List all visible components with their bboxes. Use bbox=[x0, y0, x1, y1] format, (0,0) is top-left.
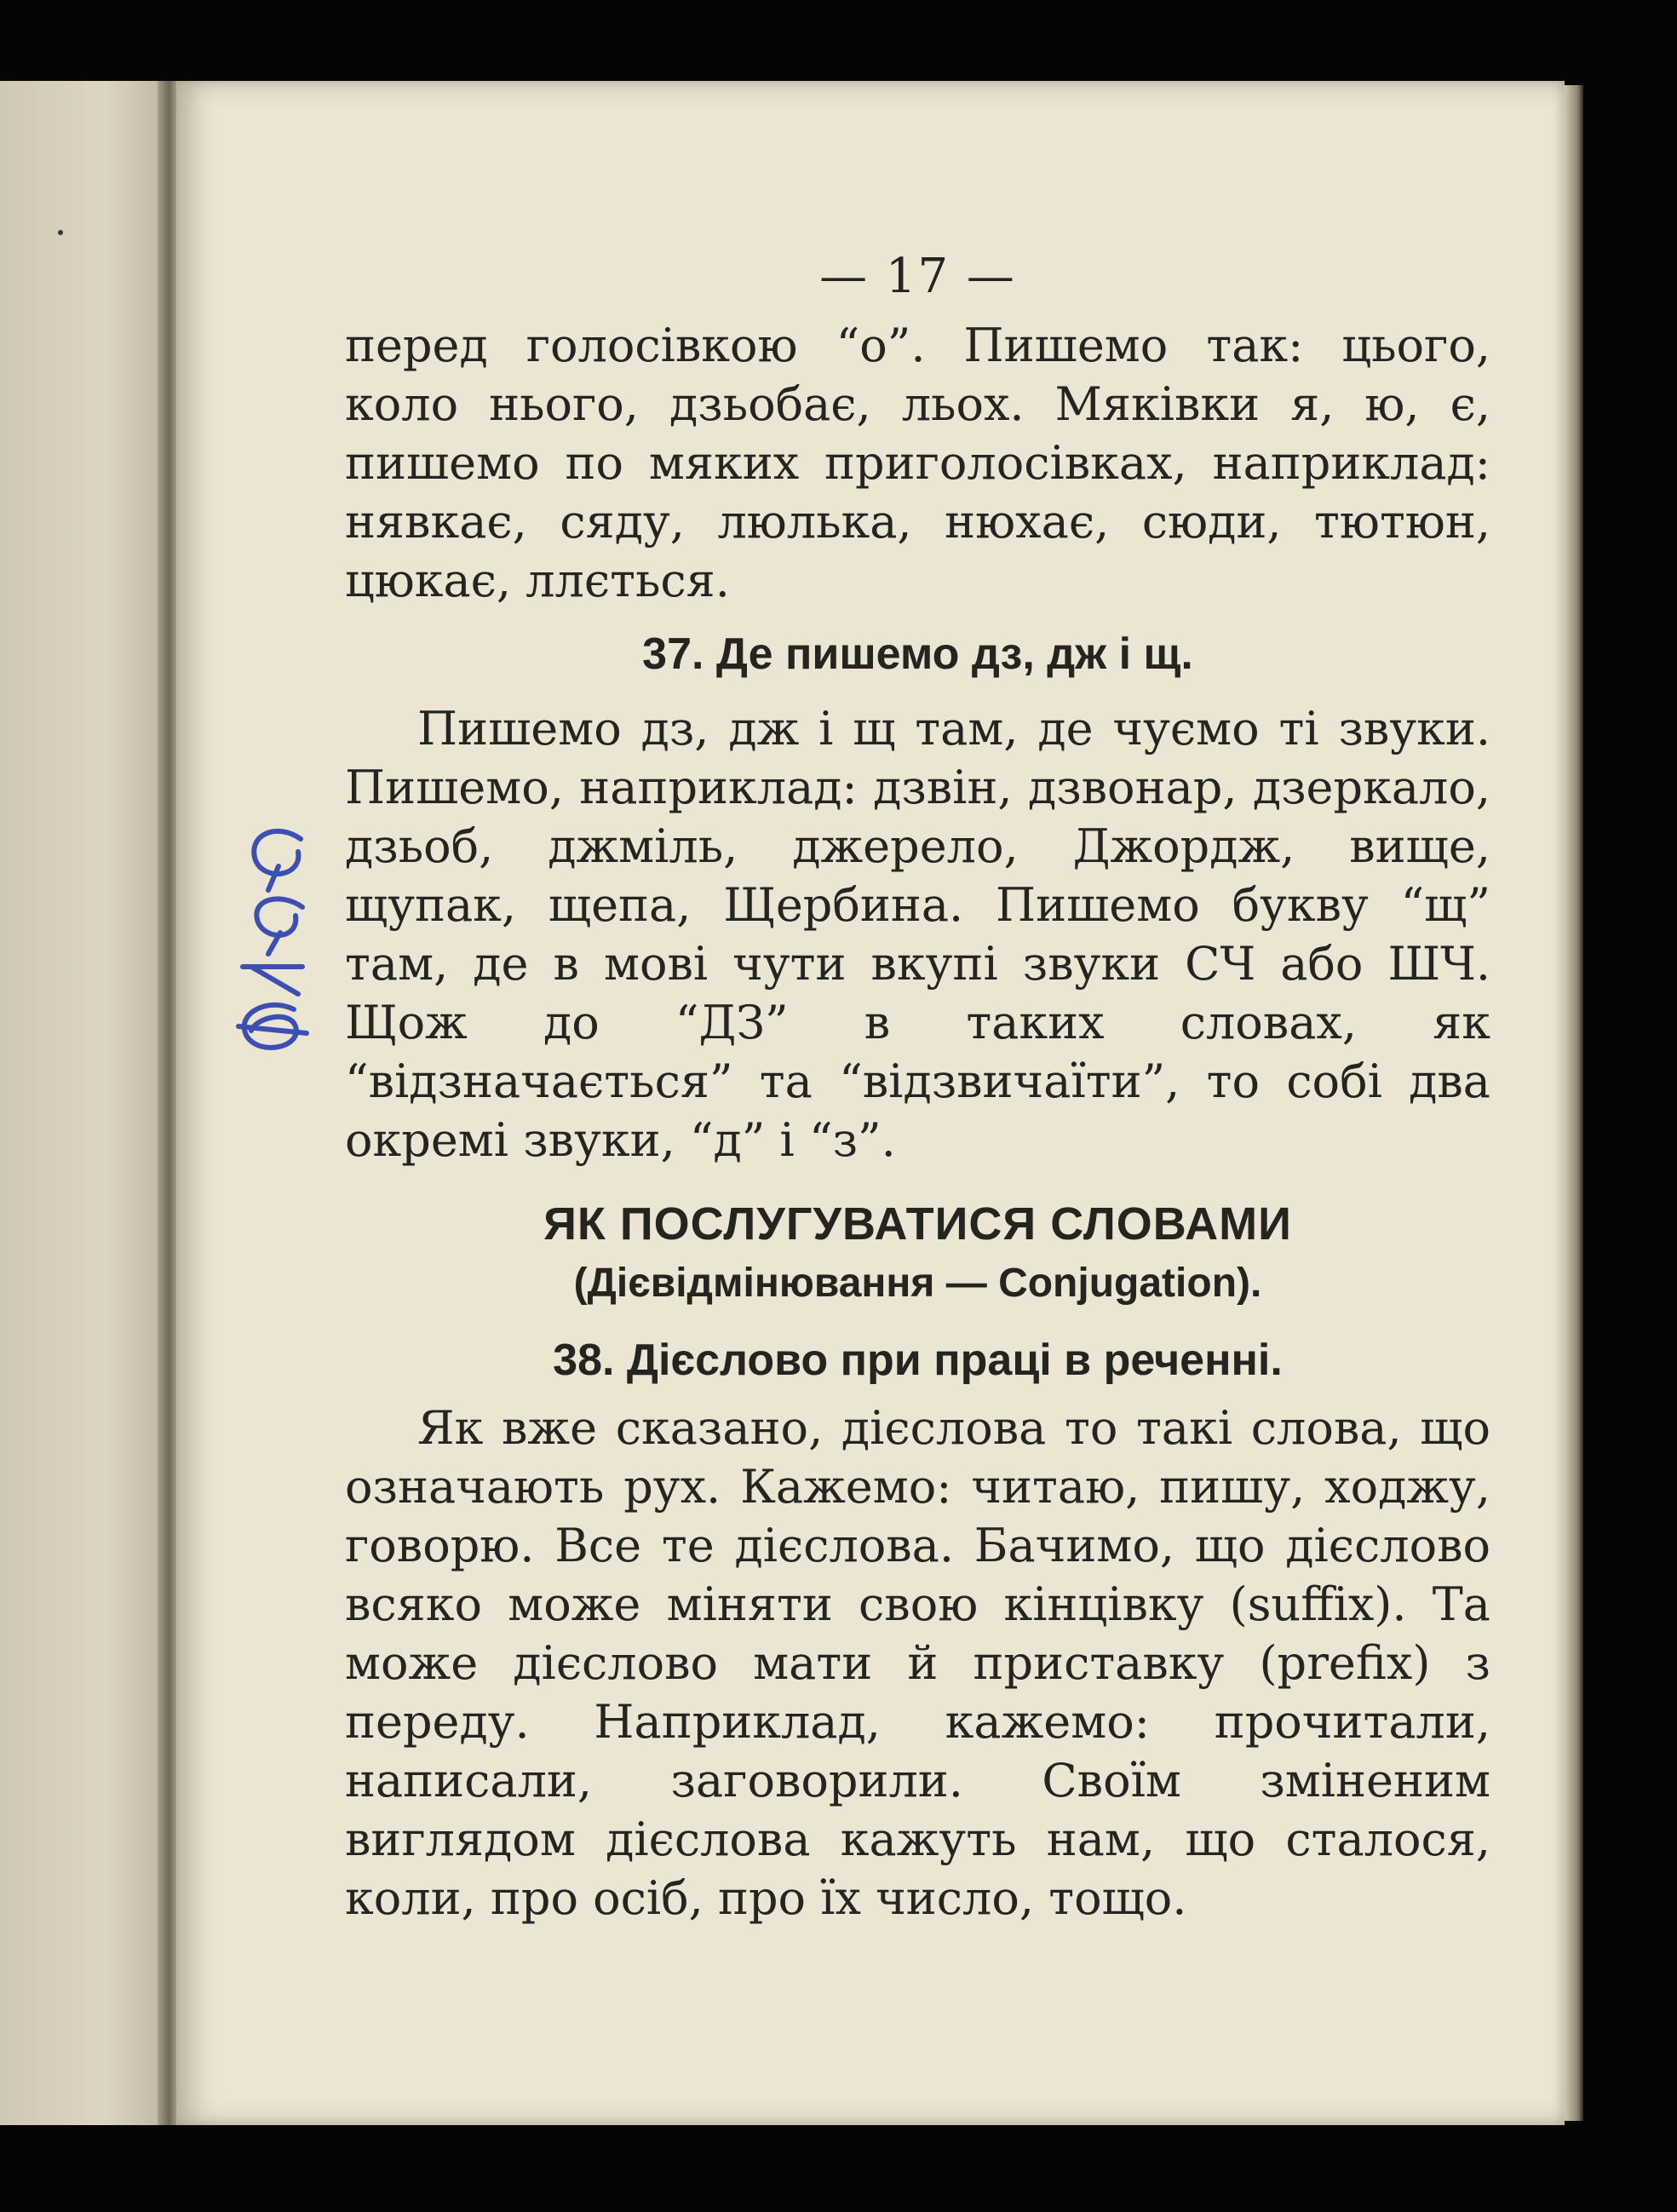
paragraph-2: Пишемо дз, дж і щ там, де чуємо ті звуки. Пишемо, наприклад: дзвін, дзвонар, дзеркало, дзьоб, джміль, джерело, Джордж, вище, щупак, щепа, Щербина. Пишемо букву “щ” там, де в мові чути вкупі звуки СЧ або ШЧ. Щож до “ДЗ” в таких словах, як “відзначається” та “відзвичаїти”, то собі два окремі звуки, “д” і “з”. bbox=[345, 702, 1490, 1167]
paragraph-1: перед голосівкою “о”. Пишемо так: цього, коло нього, дзьобає, льох. Мяківки я, ю, є, пишемо по мяких приголосівках, наприклад: нявкає, сяду, люлька, нюхає, сюди, тютюн, цюкає, ллється. bbox=[345, 319, 1490, 607]
chapter-heading: ЯК ПОСЛУГУВАТИСЯ СЛОВАМИ bbox=[543, 1198, 1292, 1250]
page-text bbox=[345, 247, 1490, 1928]
section-37-heading: 37. Де пишемо дз, дж і щ. bbox=[642, 629, 1193, 679]
ink-speck bbox=[58, 230, 63, 235]
chapter-subheading: (Дієвідмінювання — Conjugation). bbox=[573, 1261, 1262, 1306]
page-number: — 17 — bbox=[819, 249, 1016, 304]
paragraph-3: Як вже сказано, дієслова то такі слова, що означають рух. Кажемо: читаю, пишу, ходжу, говорю. Все те дієслова. Бачимо, що дієслово всяко може міняти свою кінцівку (suffix). Та може дієслово мати й приставку (prefix) з переду. Наприклад, кажемо: прочитали, написали, заговорили. Своїм зміненим виглядом дієслова кажуть нам, що сталося, коли, про осіб, про їх число, тощо. bbox=[345, 1401, 1490, 1925]
page-edge bbox=[1565, 85, 1583, 2121]
left-page bbox=[0, 81, 175, 2125]
handwritten-inventory-mark-icon bbox=[217, 813, 319, 1069]
section-38-heading: 38. Дієслово при праці в реченні. bbox=[553, 1336, 1283, 1385]
